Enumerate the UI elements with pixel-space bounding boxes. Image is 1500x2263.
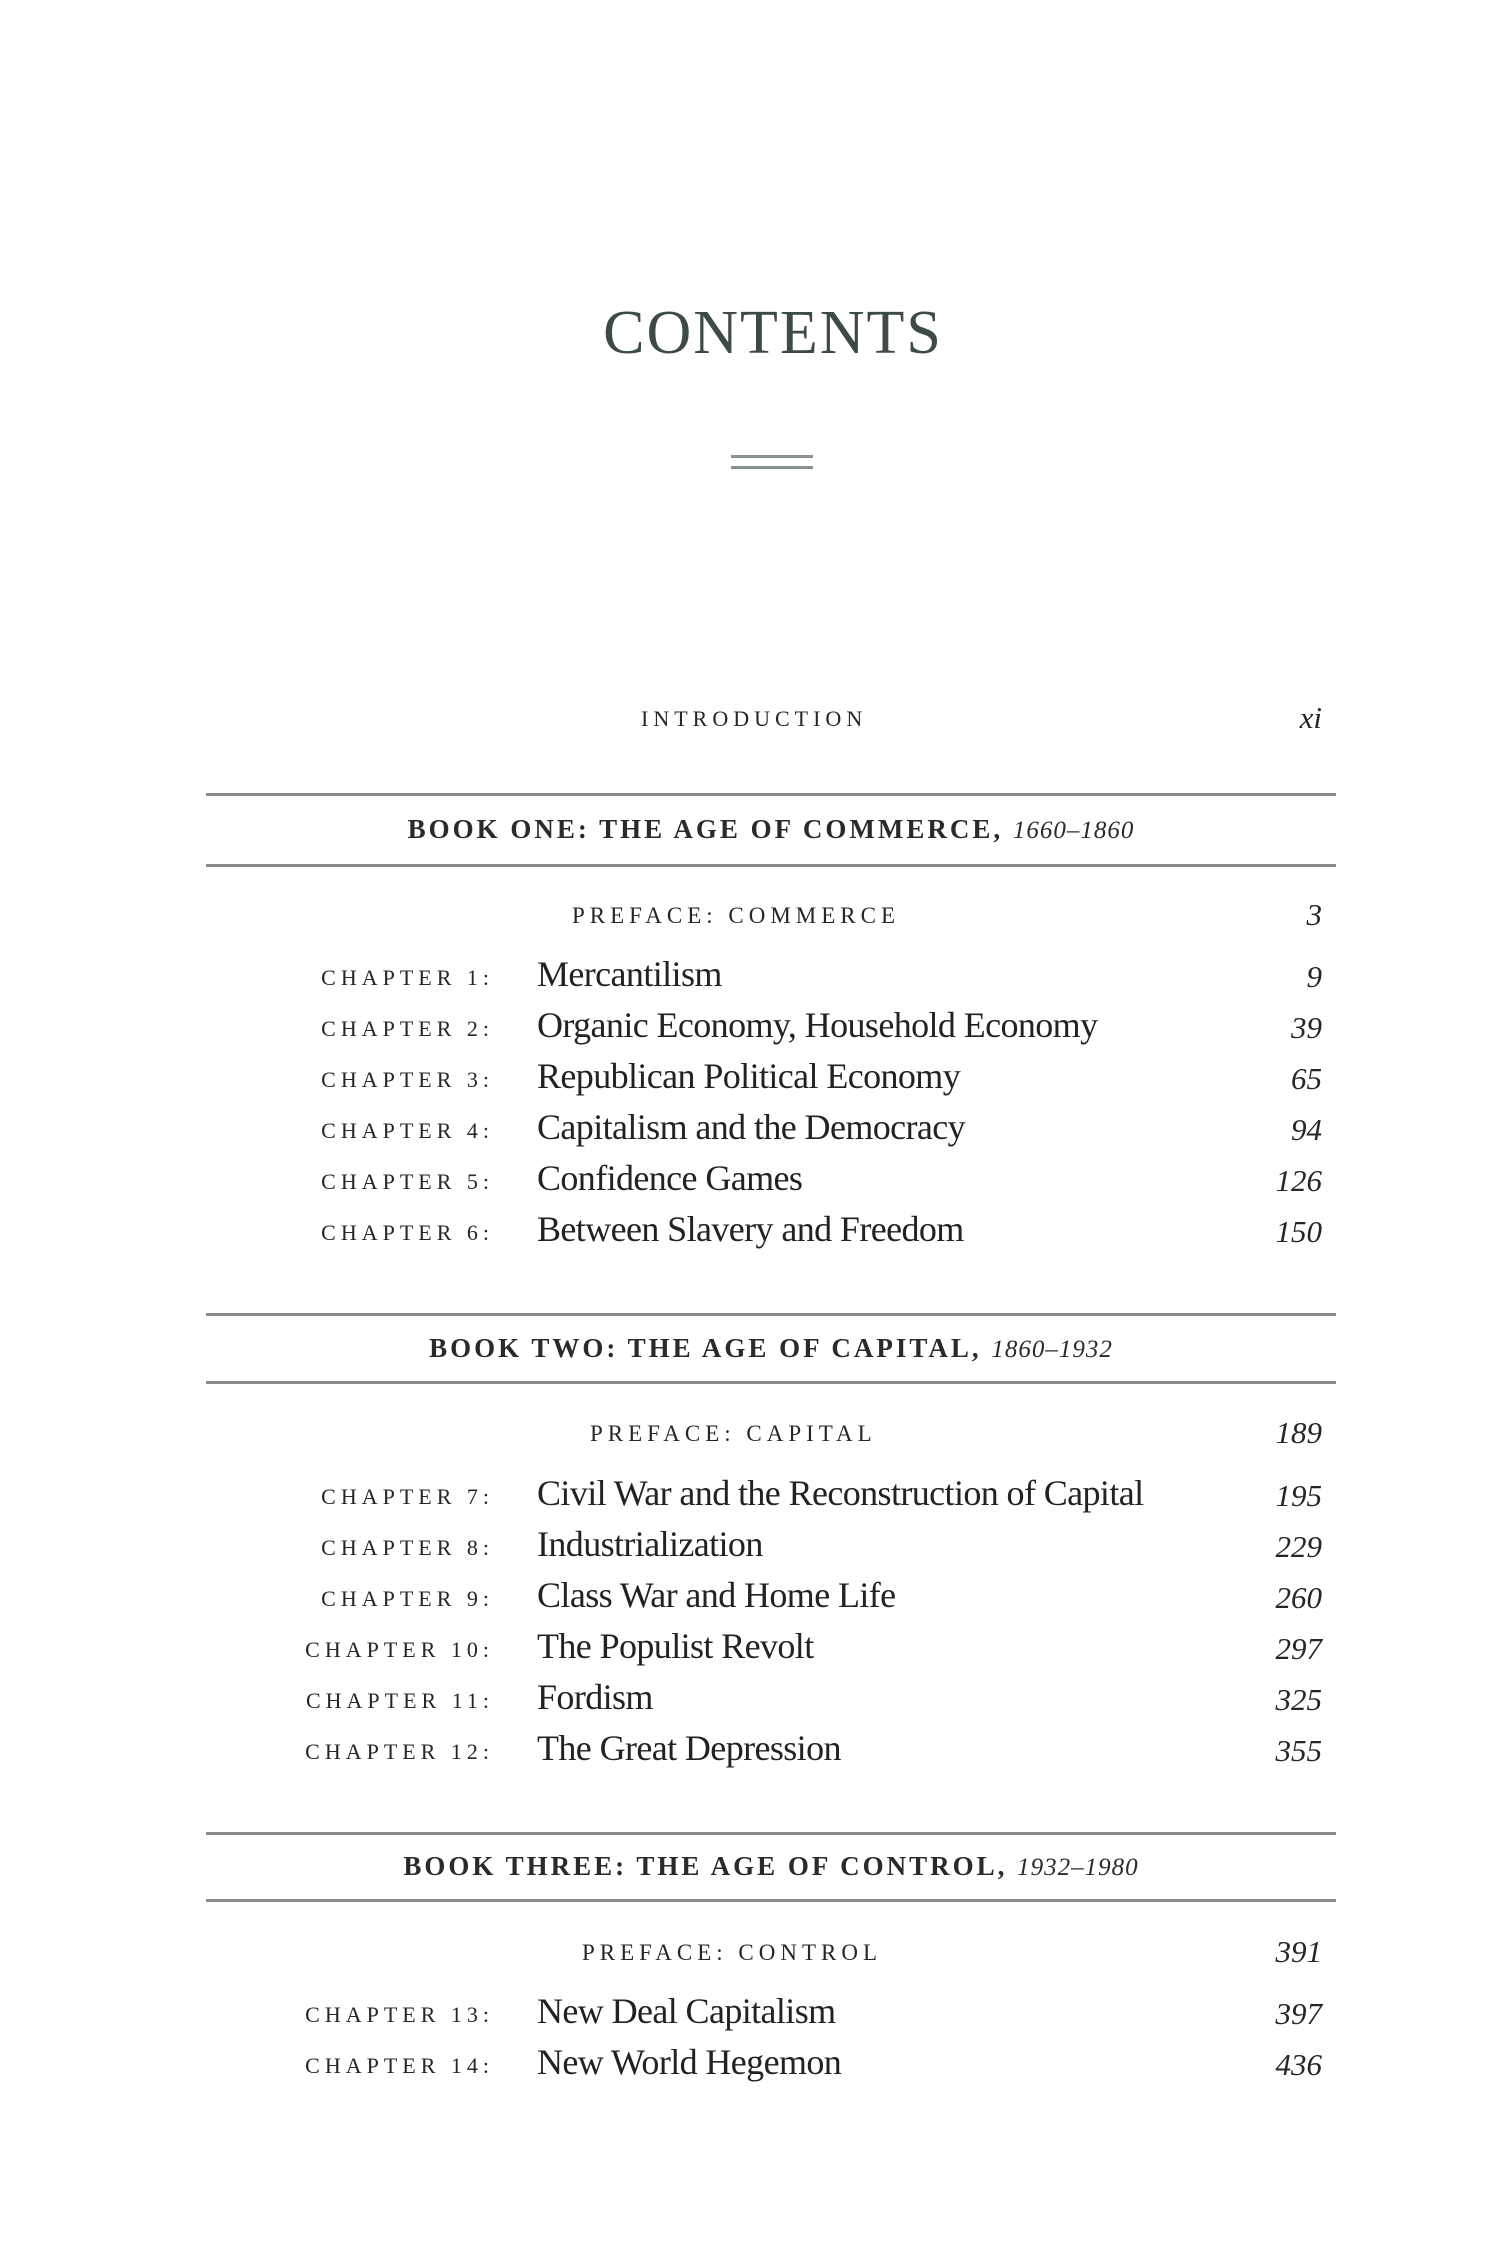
chapter-label: CHAPTER 13: [305,2002,494,2027]
introduction-label[interactable]: INTRODUCTION [641,706,868,731]
book-title: BOOK THREE: THE AGE OF CONTROL, [403,1851,1008,1881]
chapter-title[interactable]: The Populist Revolt [537,1626,814,1666]
ornament-rule [731,466,813,469]
book-heading[interactable] [206,1333,1336,1364]
book-heading[interactable] [206,814,1336,845]
chapter-page: 9 [1306,959,1322,994]
section-rule [206,793,1336,796]
chapter-page: 260 [1275,1580,1322,1615]
chapter-title[interactable]: Industrialization [537,1524,763,1564]
preface-label[interactable]: PREFACE: CAPITAL [590,1421,877,1446]
chapter-page: 150 [1275,1214,1322,1249]
section-rule [206,1381,1336,1384]
chapter-title[interactable]: Confidence Games [537,1158,803,1198]
chapter-title[interactable]: Fordism [537,1677,653,1717]
chapter-title[interactable]: New World Hegemon [537,2042,842,2082]
chapter-title[interactable]: Organic Economy, Household Economy [537,1005,1098,1045]
chapter-page: 325 [1275,1682,1322,1717]
chapter-title[interactable]: Between Slavery and Freedom [537,1209,964,1249]
chapter-label: CHAPTER 4: [321,1118,494,1143]
chapter-title[interactable]: Capitalism and the Democracy [537,1107,966,1147]
preface-page: 391 [1275,1934,1322,1969]
chapter-page: 195 [1275,1478,1322,1513]
chapter-label: CHAPTER 5: [321,1169,494,1194]
chapter-label: CHAPTER 9: [321,1586,494,1611]
chapter-page: 297 [1275,1631,1322,1666]
chapter-label: CHAPTER 1: [321,965,494,990]
chapter-page: 355 [1275,1733,1322,1768]
chapter-page: 94 [1291,1112,1322,1147]
introduction-page: xi [1299,700,1322,735]
chapter-page: 397 [1275,1996,1322,2031]
preface-label[interactable]: PREFACE: CONTROL [582,1940,883,1965]
chapter-title[interactable]: Republican Political Economy [537,1056,961,1096]
chapter-title[interactable]: Civil War and the Reconstruction of Capital [537,1473,1144,1513]
chapter-label: CHAPTER 10: [305,1637,494,1662]
chapter-page: 229 [1275,1529,1322,1564]
book-years: 1860–1932 [991,1336,1113,1363]
chapter-page: 65 [1291,1061,1322,1096]
chapter-page: 126 [1275,1163,1322,1198]
chapter-page: 436 [1275,2047,1322,2082]
chapter-title[interactable]: Mercantilism [537,954,722,994]
section-rule [206,1899,1336,1902]
chapter-label: CHAPTER 3: [321,1067,494,1092]
chapter-label: CHAPTER 11: [305,1688,494,1713]
chapter-label: CHAPTER 6: [321,1220,494,1245]
page-title: CONTENTS [603,299,943,367]
chapter-label: CHAPTER 12: [305,1739,494,1764]
chapter-title[interactable]: New Deal Capitalism [537,1991,836,2031]
book-title: BOOK ONE: THE AGE OF COMMERCE, [407,814,1004,844]
book-years: 1932–1980 [1017,1854,1139,1881]
chapter-page: 39 [1291,1010,1322,1045]
book-title: BOOK TWO: THE AGE OF CAPITAL, [429,1333,982,1363]
preface-page: 189 [1275,1415,1322,1450]
section-rule [206,864,1336,867]
chapter-label: CHAPTER 7: [321,1484,494,1509]
chapter-label: CHAPTER 2: [321,1016,494,1041]
book-heading[interactable] [206,1851,1336,1882]
chapter-title[interactable]: Class War and Home Life [537,1575,896,1615]
preface-page: 3 [1306,897,1322,932]
preface-label[interactable]: PREFACE: COMMERCE [572,903,901,928]
chapter-title[interactable]: The Great Depression [537,1728,841,1768]
chapter-label: CHAPTER 8: [321,1535,494,1560]
book-years: 1660–1860 [1012,817,1135,844]
chapter-label: CHAPTER 14: [305,2053,494,2078]
section-rule [206,1313,1336,1316]
ornament-rule [731,455,813,458]
section-rule [206,1832,1336,1835]
